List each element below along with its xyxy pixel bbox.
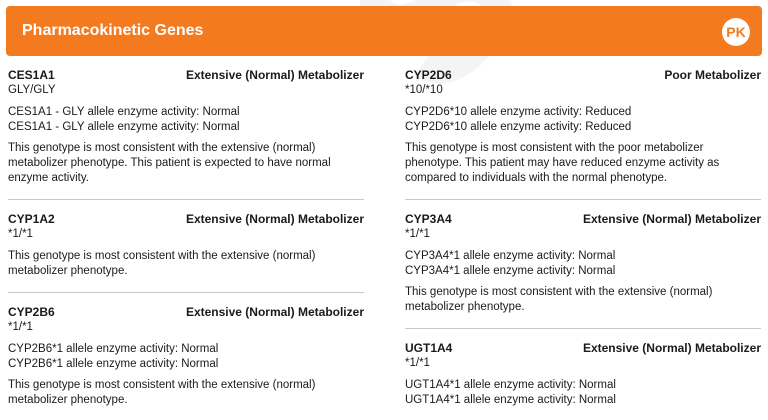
gene-name: CYP1A2 bbox=[8, 212, 55, 226]
gene-genotype: *1/*1 bbox=[405, 357, 430, 369]
gene-genotype: *1/*1 bbox=[405, 228, 430, 240]
gene-name: CYP2D6 bbox=[405, 68, 452, 82]
gene-genotype: *10/*10 bbox=[405, 84, 443, 96]
pk-badge: PK bbox=[722, 18, 750, 46]
gene-card-cyp2d6 bbox=[405, 68, 761, 200]
allele-activity: UGT1A4*1 allele enzyme activity: Normal bbox=[405, 394, 616, 406]
gene-phenotype: Extensive (Normal) Metabolizer bbox=[185, 305, 364, 319]
gene-card-cyp2b6 bbox=[8, 305, 364, 408]
left-column bbox=[8, 68, 364, 420]
gene-genotype: GLY/GLY bbox=[8, 84, 56, 96]
gene-phenotype: Extensive (Normal) Metabolizer bbox=[582, 341, 761, 355]
allele-activity: CYP2B6*1 allele enzyme activity: Normal bbox=[8, 343, 219, 355]
allele-activity: UGT1A4*1 allele enzyme activity: Normal bbox=[405, 379, 616, 391]
gene-phenotype: Poor Metabolizer bbox=[664, 68, 761, 82]
allele-activity: CYP2D6*10 allele enzyme activity: Reduced bbox=[405, 106, 632, 118]
gene-card-ugt1a4 bbox=[405, 341, 761, 408]
gene-card-cyp1a2 bbox=[8, 212, 364, 293]
gene-description: This genotype is most consistent with the poor metabolizer phenotype. This patient may have reduced enzyme activity as compared to individuals with the normal phenotype. bbox=[405, 142, 720, 184]
allele-activity: CYP2B6*1 allele enzyme activity: Normal bbox=[8, 358, 219, 370]
gene-phenotype: Extensive (Normal) Metabolizer bbox=[582, 212, 761, 226]
gene-phenotype: Extensive (Normal) Metabolizer bbox=[185, 212, 364, 226]
section-title: Pharmacokinetic Genes bbox=[22, 22, 204, 39]
gene-card-ces1a1 bbox=[8, 68, 364, 200]
gene-description: This genotype is most consistent with the extensive (normal) metabolizer phenotype. bbox=[8, 250, 316, 277]
gene-name: UGT1A4 bbox=[405, 341, 453, 355]
gene-description: This genotype is most consistent with the extensive (normal) metabolizer phenotype. This patient is expected to have normal enzyme activity. bbox=[8, 142, 331, 184]
allele-activity: CYP3A4*1 allele enzyme activity: Normal bbox=[405, 265, 616, 277]
allele-activity: CYP3A4*1 allele enzyme activity: Normal bbox=[405, 250, 616, 262]
gene-description: This genotype is most consistent with the extensive (normal) metabolizer phenotype. bbox=[405, 286, 713, 313]
gene-genotype: *1/*1 bbox=[8, 228, 33, 240]
gene-name: CYP3A4 bbox=[405, 212, 452, 226]
gene-name: CES1A1 bbox=[8, 68, 55, 82]
gene-description: This genotype is most consistent with the extensive (normal) metabolizer phenotype. bbox=[8, 379, 316, 406]
gene-genotype: *1/*1 bbox=[8, 321, 33, 333]
section-header bbox=[6, 6, 762, 56]
right-column bbox=[405, 68, 761, 420]
allele-activity: CYP2D6*10 allele enzyme activity: Reduced bbox=[405, 121, 632, 133]
gene-card-cyp3a4 bbox=[405, 212, 761, 329]
gene-phenotype: Extensive (Normal) Metabolizer bbox=[185, 68, 364, 82]
allele-activity: CES1A1 - GLY allele enzyme activity: Normal bbox=[8, 106, 240, 118]
gene-name: CYP2B6 bbox=[8, 305, 55, 319]
allele-activity: CES1A1 - GLY allele enzyme activity: Normal bbox=[8, 121, 240, 133]
